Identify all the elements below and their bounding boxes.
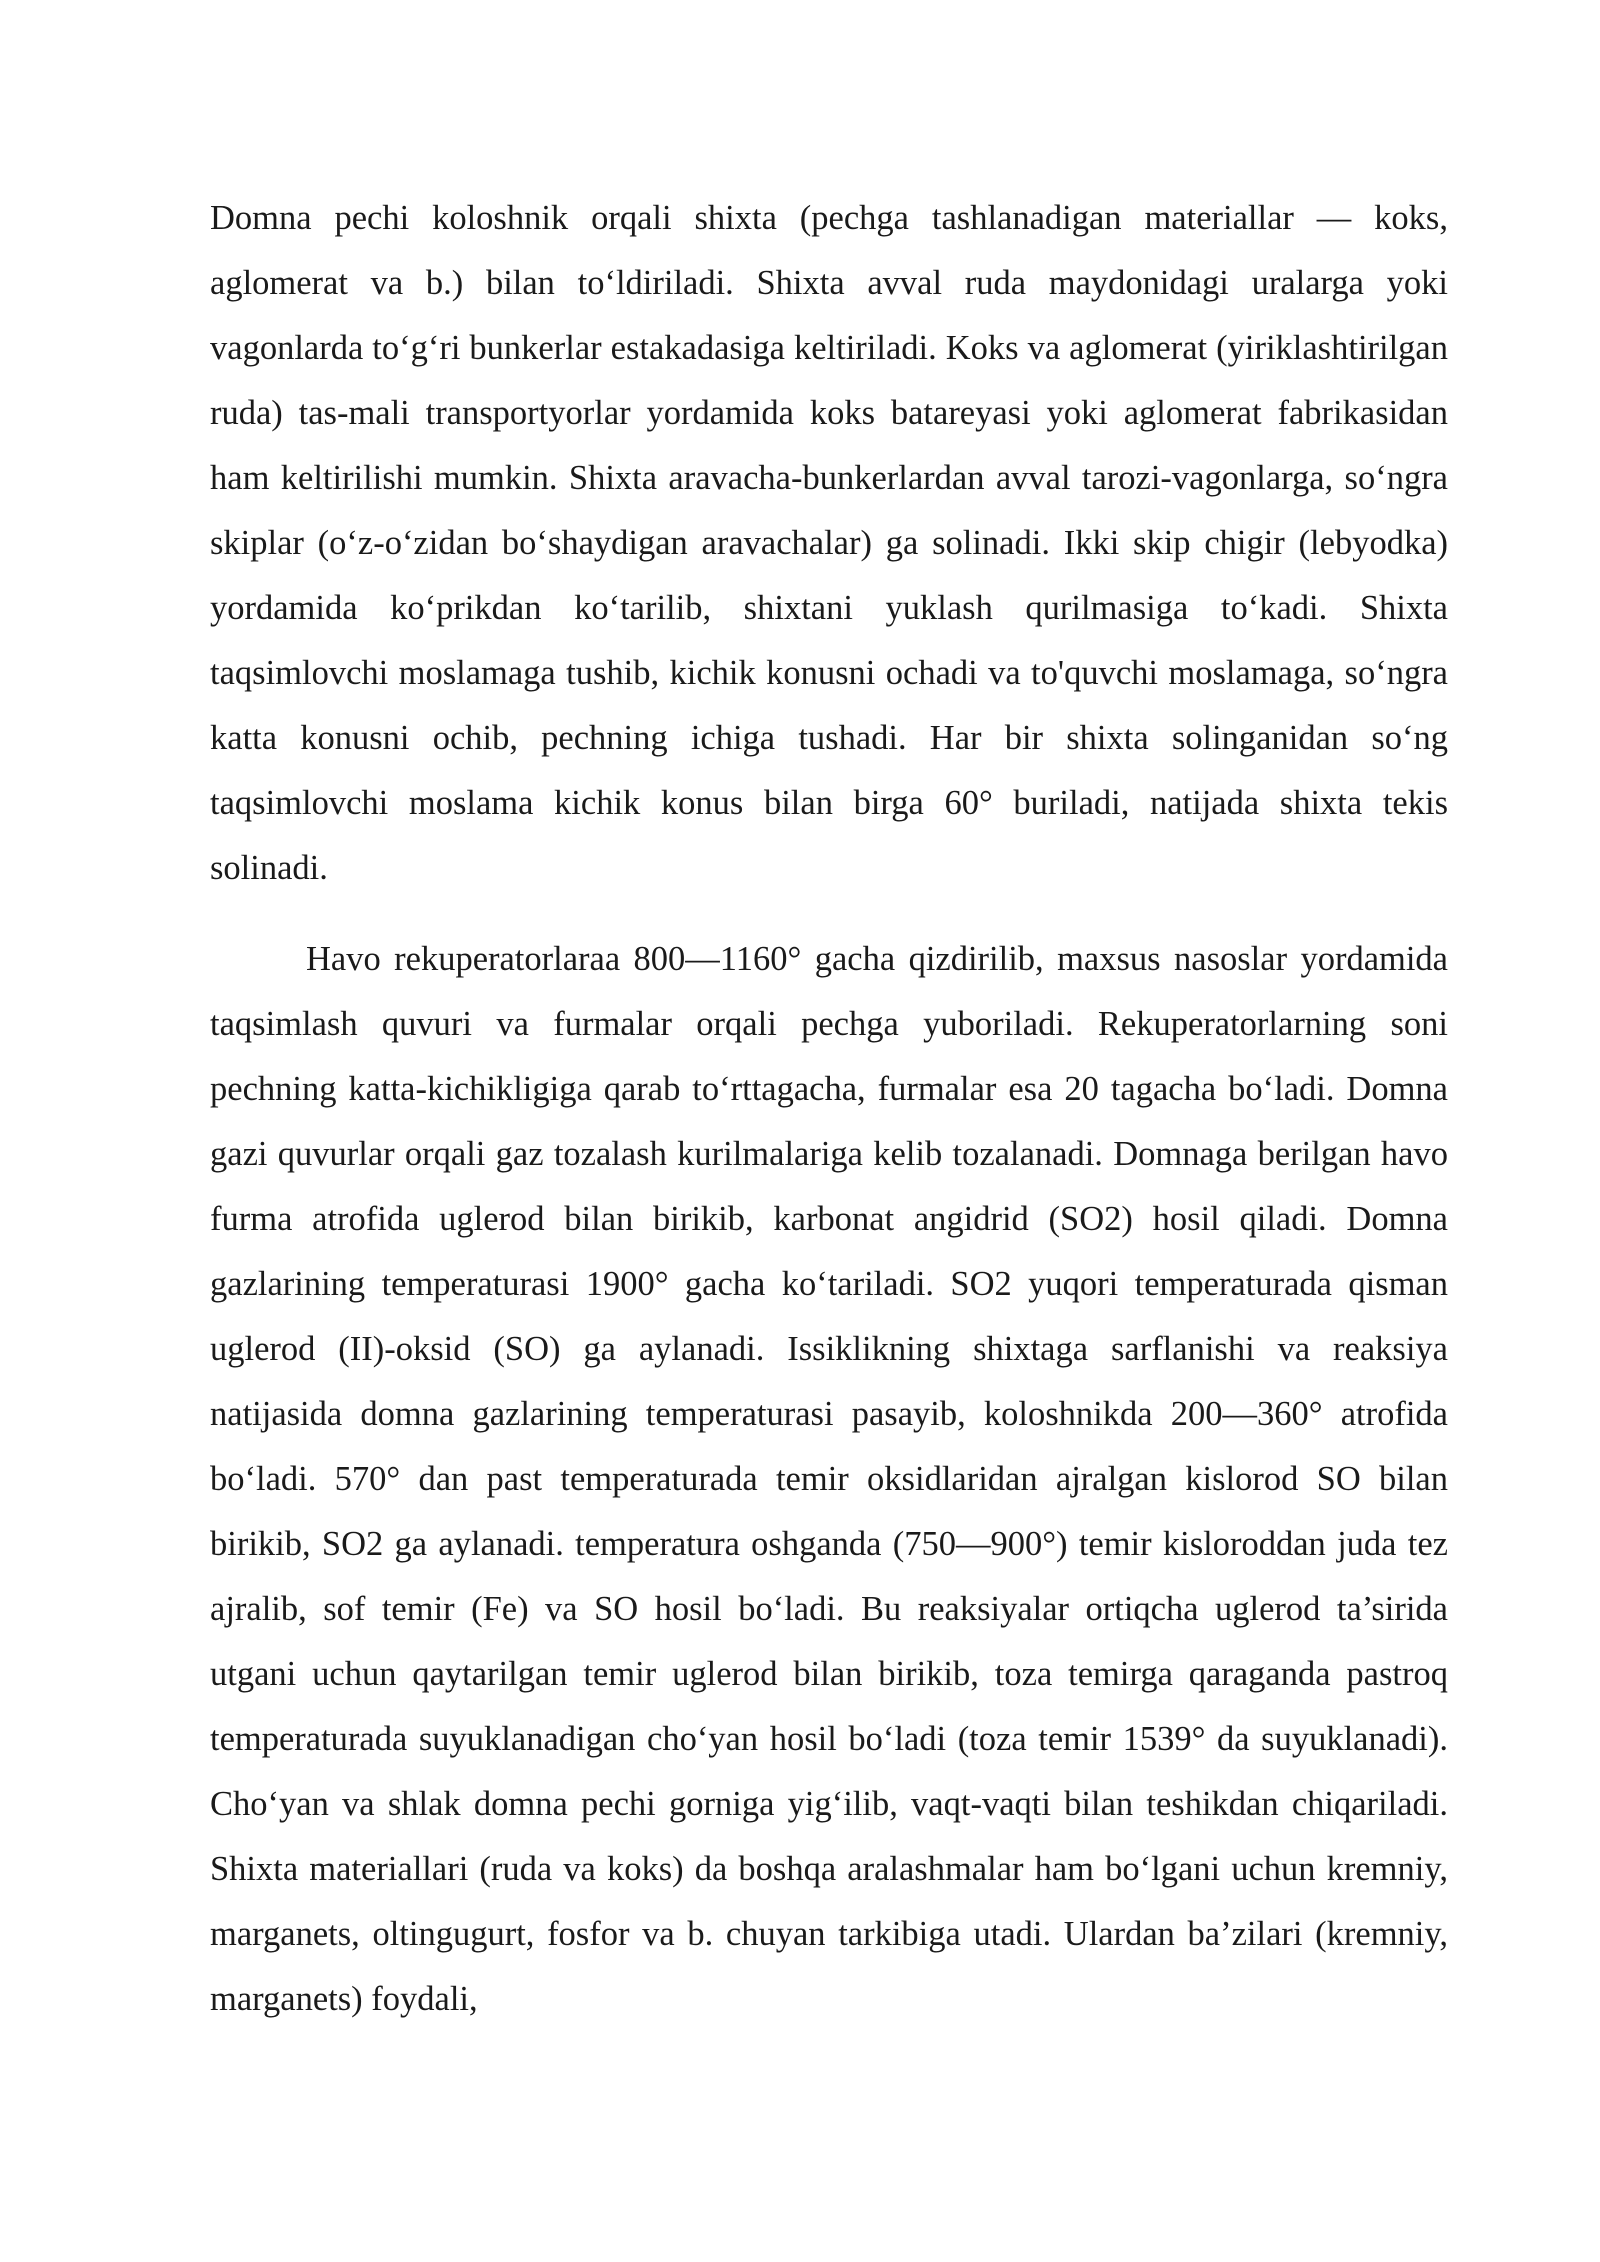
document-body [210, 186, 1448, 2032]
paragraph-air-recuperators: Havo rekuperatorlaraa 800—1160° gacha qizdirilib, maxsus nasoslar yordamida taqsimlash quvuri va furmalar orqali pechga yuboriladi. Rekuperatorlarning soni pechning katta-kichikligiga qarab to‘rttagacha, furmalar esa 20 tagacha bo‘ladi. Domna gazi quvurlar orqali gaz tozalash kurilmalariga kelib tozalanadi. Domnaga berilgan havo furma atrofida uglerod bilan birikib, karbonat angidrid (SO2) hosil qiladi. Domna gazlarining temperaturasi 1900° gacha ko‘tariladi. SO2 yuqori temperaturada qisman uglerod (II)-oksid (SO) ga aylanadi. Issiklikning shixtaga sarflanishi va reaksiya natijasida domna gazlarining temperaturasi pasayib, koloshnikda 200—360° atrofida bo‘ladi. 570° dan past temperaturada temir oksidlaridan ajralgan kislorod SO bilan birikib, SO2 ga aylanadi. temperatura oshganda (750—900°) temir kisloroddan juda tez ajralib, sof temir (Fe) va SO hosil bo‘ladi. Bu reaksiyalar ortiqcha uglerod ta’sirida utgani uchun qaytarilgan temir uglerod bilan birikib, toza temirga qaraganda pastroq temperaturada suyuklanadigan cho‘yan hosil bo‘ladi (toza temir 1539° da suyuklanadi). Cho‘yan va shlak domna pechi gorniga yig‘ilib, vaqt-vaqti bilan teshikdan chiqariladi. Shixta materiallari (ruda va koks) da boshqa aralashmalar ham bo‘lgani uchun kremniy, marganets, oltingugurt, fosfor va b. chuyan tarkibiga utadi. Ulardan ba’zilari (kremniy, marganets) foydali, [210, 940, 1448, 2018]
paragraph-shixta-loading: Domna pechi koloshnik orqali shixta (pechga tashlanadigan materiallar — koks, aglomerat va b.) bilan to‘ldiriladi. Shixta avval ruda maydonidagi uralarga yoki vagonlarda to‘g‘ri bunkerlar estakadasiga keltiriladi. Koks va aglomerat (yiriklashtirilgan ruda) tas-mali transportyorlar yordamida koks batareyasi yoki aglomerat fabrikasidan ham keltirilishi mumkin. Shixta aravacha-bunkerlardan avval tarozi-vagonlarga, so‘ngra skiplar (o‘z-o‘zidan bo‘shaydigan aravachalar) ga solinadi. Ikki skip chigir (lebyodka) yordamida ko‘prikdan ko‘tarilib, shixtani yuklash qurilmasiga to‘kadi. Shixta taqsimlovchi moslamaga tushib, kichik konusni ochadi va to'quvchi moslamaga, so‘ngra katta konusni ochib, pechning ichiga tushadi. Har bir shixta solinganidan so‘ng taqsimlovchi moslama kichik konus bilan birga 60° buriladi, natijada shixta tekis solinadi. [210, 199, 1448, 887]
